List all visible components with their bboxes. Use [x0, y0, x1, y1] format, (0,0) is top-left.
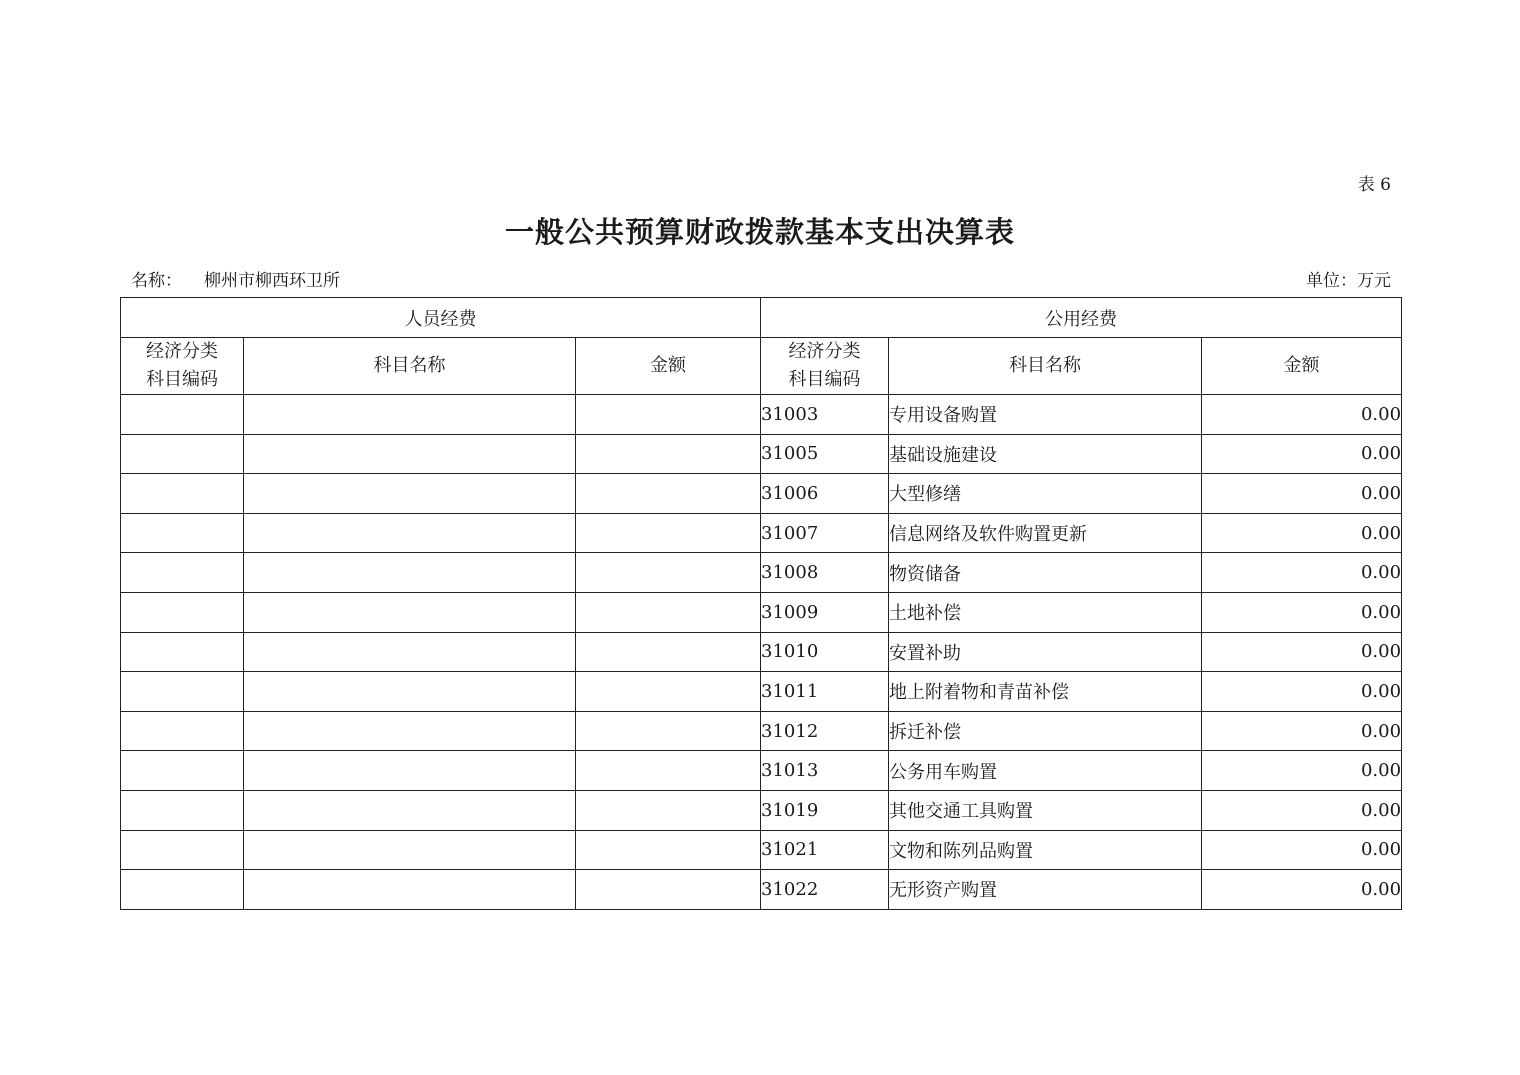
column-header-row — [121, 338, 1402, 395]
public-amount-cell: 0.00 — [1202, 553, 1402, 593]
public-name-cell: 大型修缮 — [889, 474, 1202, 514]
public-amount-cell: 0.00 — [1202, 672, 1402, 712]
personnel-code-cell — [121, 830, 244, 870]
group-header-public: 公用经费 — [761, 298, 1402, 338]
personnel-code-cell — [121, 513, 244, 553]
table-row — [121, 870, 1402, 910]
group-header-personnel: 人员经费 — [121, 298, 761, 338]
personnel-name-cell — [244, 751, 576, 791]
table-number: 表 6 — [1357, 175, 1391, 195]
table-row — [121, 790, 1402, 830]
personnel-amount-cell — [576, 513, 761, 553]
public-name-cell: 无形资产购置 — [889, 870, 1202, 910]
personnel-amount-cell — [576, 395, 761, 435]
public-amount-cell: 0.00 — [1202, 434, 1402, 474]
public-name-cell: 土地补偿 — [889, 592, 1202, 632]
table-row — [121, 751, 1402, 791]
table-row — [121, 434, 1402, 474]
public-name-cell: 地上附着物和青苗补偿 — [889, 672, 1202, 712]
code-header-line2: 科目编码 — [788, 369, 861, 390]
personnel-amount-cell — [576, 434, 761, 474]
personnel-name-cell — [244, 474, 576, 514]
column-header-public-code — [761, 338, 889, 395]
org-info — [131, 266, 340, 291]
public-amount-cell: 0.00 — [1202, 751, 1402, 791]
personnel-name-cell — [244, 711, 576, 751]
personnel-name-cell — [244, 395, 576, 435]
public-code-cell: 31006 — [761, 474, 889, 514]
public-amount-cell: 0.00 — [1202, 474, 1402, 514]
public-amount-cell: 0.00 — [1202, 790, 1402, 830]
public-name-cell: 其他交通工具购置 — [889, 790, 1202, 830]
public-name-cell: 公务用车购置 — [889, 751, 1202, 791]
personnel-name-cell — [244, 790, 576, 830]
personnel-code-cell — [121, 711, 244, 751]
public-code-cell: 31011 — [761, 672, 889, 712]
column-header-personnel-name: 科目名称 — [244, 338, 576, 395]
personnel-amount-cell — [576, 790, 761, 830]
personnel-code-cell — [121, 632, 244, 672]
personnel-code-cell — [121, 395, 244, 435]
personnel-name-cell — [244, 870, 576, 910]
personnel-amount-cell — [576, 474, 761, 514]
column-header-public-amount: 金额 — [1202, 338, 1402, 395]
personnel-amount-cell — [576, 632, 761, 672]
table-row — [121, 672, 1402, 712]
public-amount-cell: 0.00 — [1202, 632, 1402, 672]
page-title: 一般公共预算财政拨款基本支出决算表 — [504, 215, 1015, 249]
personnel-amount-cell — [576, 711, 761, 751]
group-header-row — [121, 298, 1402, 338]
table-row — [121, 711, 1402, 751]
personnel-amount-cell — [576, 751, 761, 791]
personnel-code-cell — [121, 870, 244, 910]
column-header-personnel-code — [121, 338, 244, 395]
public-name-cell: 基础设施建设 — [889, 434, 1202, 474]
personnel-name-cell — [244, 434, 576, 474]
table-row — [121, 474, 1402, 514]
public-code-cell: 31013 — [761, 751, 889, 791]
public-amount-cell: 0.00 — [1202, 395, 1402, 435]
personnel-code-cell — [121, 553, 244, 593]
public-amount-cell: 0.00 — [1202, 592, 1402, 632]
column-header-public-name: 科目名称 — [889, 338, 1202, 395]
org-name: 柳州市柳西环卫所 — [204, 271, 340, 291]
public-name-cell: 文物和陈列品购置 — [889, 830, 1202, 870]
personnel-code-cell — [121, 672, 244, 712]
public-amount-cell: 0.00 — [1202, 870, 1402, 910]
personnel-amount-cell — [576, 592, 761, 632]
public-code-cell: 31007 — [761, 513, 889, 553]
public-name-cell: 拆迁补偿 — [889, 711, 1202, 751]
public-amount-cell: 0.00 — [1202, 830, 1402, 870]
public-code-cell: 31003 — [761, 395, 889, 435]
public-code-cell: 31008 — [761, 553, 889, 593]
org-label: 名称： — [131, 271, 182, 291]
public-name-cell: 物资储备 — [889, 553, 1202, 593]
personnel-amount-cell — [576, 870, 761, 910]
personnel-amount-cell — [576, 830, 761, 870]
column-header-personnel-amount: 金额 — [576, 338, 761, 395]
table-row — [121, 395, 1402, 435]
unit-label: 单位：万元 — [1306, 271, 1391, 291]
table-row — [121, 830, 1402, 870]
public-code-cell: 31009 — [761, 592, 889, 632]
personnel-code-cell — [121, 751, 244, 791]
personnel-name-cell — [244, 672, 576, 712]
table-row — [121, 592, 1402, 632]
public-code-cell: 31012 — [761, 711, 889, 751]
personnel-code-cell — [121, 790, 244, 830]
public-code-cell: 31022 — [761, 870, 889, 910]
public-amount-cell: 0.00 — [1202, 711, 1402, 751]
personnel-code-cell — [121, 592, 244, 632]
personnel-name-cell — [244, 632, 576, 672]
public-name-cell: 专用设备购置 — [889, 395, 1202, 435]
personnel-amount-cell — [576, 553, 761, 593]
table-row — [121, 632, 1402, 672]
public-code-cell: 31005 — [761, 434, 889, 474]
personnel-name-cell — [244, 513, 576, 553]
budget-table — [120, 297, 1402, 910]
public-code-cell: 31021 — [761, 830, 889, 870]
personnel-code-cell — [121, 474, 244, 514]
public-code-cell: 31019 — [761, 790, 889, 830]
personnel-name-cell — [244, 553, 576, 593]
table-row — [121, 553, 1402, 593]
personnel-amount-cell — [576, 672, 761, 712]
personnel-code-cell — [121, 434, 244, 474]
personnel-name-cell — [244, 592, 576, 632]
code-header-line2: 科目编码 — [146, 369, 218, 390]
table-row — [121, 513, 1402, 553]
code-header-line1: 经济分类 — [146, 341, 218, 362]
personnel-name-cell — [244, 830, 576, 870]
meta-row — [131, 266, 1391, 290]
public-amount-cell: 0.00 — [1202, 513, 1402, 553]
code-header-line1: 经济分类 — [788, 341, 861, 362]
public-name-cell: 信息网络及软件购置更新 — [889, 513, 1202, 553]
public-code-cell: 31010 — [761, 632, 889, 672]
public-name-cell: 安置补助 — [889, 632, 1202, 672]
